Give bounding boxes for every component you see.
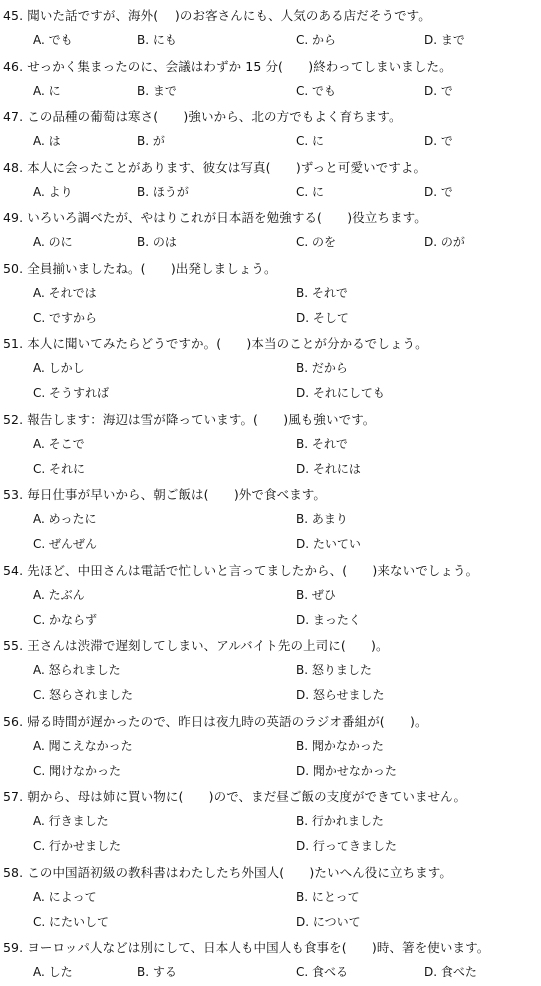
question-item xyxy=(0,256,541,332)
answer-option-c: C. 食べる xyxy=(296,965,349,979)
answer-option-b: B. のは xyxy=(137,235,177,249)
answer-option-d: D. で xyxy=(424,184,453,199)
answer-option-a: A. によって xyxy=(33,889,97,904)
answer-option-b: B. 聞かなかった xyxy=(296,738,384,753)
options-row xyxy=(0,583,541,608)
answer-option-c: C. 聞けなかった xyxy=(33,763,122,778)
answer-option-d: D. 聞かせなかった xyxy=(296,763,397,778)
question-item xyxy=(0,54,541,105)
answer-option-d: D. 怒らせました xyxy=(296,688,385,702)
answer-option-b: B. あまり xyxy=(296,512,348,526)
answer-option-c: C. ですから xyxy=(33,310,98,325)
answer-option-a: A. しかし xyxy=(33,361,85,375)
answer-option-c: C. 怒らされました xyxy=(33,688,134,702)
answer-option-a: A. に xyxy=(33,83,61,98)
answer-option-c: C. のを xyxy=(296,235,337,249)
question-item xyxy=(0,104,541,155)
answer-option-b: B. ぜひ xyxy=(296,587,336,602)
question-stem: 50. 全員揃いましたね。( )出発しましょう。 xyxy=(3,260,277,276)
options-row xyxy=(0,281,541,306)
answer-option-a: A. 行きました xyxy=(33,814,109,828)
options-row xyxy=(0,910,541,935)
question-item xyxy=(0,331,541,407)
answer-option-b: B. する xyxy=(137,965,177,979)
answer-option-c: C. に xyxy=(296,134,325,148)
question-item xyxy=(0,3,541,54)
question-stem: 55. 王さんは渋滞で遅刻してしまい、アルバイト先の上司に( )。 xyxy=(3,638,389,653)
question-stem: 47. この品種の葡萄は寒さ( )強いから、北の方でもよく育ちます。 xyxy=(3,109,402,124)
answer-option-b: B. 行かれました xyxy=(296,814,384,828)
answer-option-d: D. について xyxy=(296,914,361,929)
answer-option-a: A. めったに xyxy=(33,512,97,526)
question-item xyxy=(0,633,541,709)
options-row xyxy=(0,834,541,859)
answer-option-d: D. そして xyxy=(296,310,349,325)
answer-option-d: D. たいてい xyxy=(296,537,361,551)
question-stem: 53. 毎日仕事が早いから、朝ご飯は( )外で食べます。 xyxy=(3,487,327,502)
options-row xyxy=(0,28,541,53)
answer-option-a: A. たぶん xyxy=(33,587,85,602)
answer-option-c: C. から xyxy=(296,33,337,47)
options-row xyxy=(0,381,541,406)
options-row xyxy=(0,734,541,759)
answer-option-c: C. ぜんぜん xyxy=(33,537,98,551)
answer-option-c: C. に xyxy=(296,184,325,199)
options-row xyxy=(0,230,541,255)
answer-option-a: A. そこで xyxy=(33,436,85,451)
answer-option-c: C. でも xyxy=(296,83,337,98)
options-row xyxy=(0,885,541,910)
options-row xyxy=(0,608,541,633)
options-row xyxy=(0,306,541,331)
options-row xyxy=(0,532,541,557)
answer-option-b: B. にとって xyxy=(296,889,360,904)
answer-option-a: A. のに xyxy=(33,235,73,249)
options-row xyxy=(0,759,541,784)
answer-option-c: C. それに xyxy=(33,461,86,476)
options-row xyxy=(0,180,541,205)
answer-option-d: D. 行ってきました xyxy=(296,839,397,853)
answer-option-a: A. 怒られました xyxy=(33,663,121,677)
options-row xyxy=(0,129,541,154)
answer-option-d: D. のが xyxy=(424,235,465,249)
question-stem: 52. 報告します：海辺は雪が降っています。( )風も強いです。 xyxy=(3,411,376,427)
options-row xyxy=(0,507,541,532)
options-row xyxy=(0,457,541,482)
answer-option-a: A. は xyxy=(33,134,61,148)
answer-option-b: B. 怒りました xyxy=(296,663,372,677)
answer-option-d: D. で xyxy=(424,83,453,98)
answer-option-d: D. 食べた xyxy=(424,965,477,979)
options-row xyxy=(0,683,541,708)
options-row xyxy=(0,79,541,104)
answer-option-a: A. でも xyxy=(33,33,73,47)
answer-option-b: B. ほうが xyxy=(137,184,189,199)
question-item xyxy=(0,709,541,785)
answer-option-c: C. そうすれば xyxy=(33,386,110,400)
answer-option-a: A. 聞こえなかった xyxy=(33,738,133,753)
question-stem: 48. 本人に会ったことがあります、彼女は写真( )ずっと可愛いですよ。 xyxy=(3,159,427,175)
question-item xyxy=(0,155,541,206)
answer-option-b: B. それで xyxy=(296,436,348,451)
options-row xyxy=(0,809,541,834)
answer-option-a: A. それでは xyxy=(33,285,97,300)
answer-option-d: D. まったく xyxy=(296,612,361,627)
answer-option-d: D. まで xyxy=(424,33,465,47)
question-item xyxy=(0,205,541,256)
answer-option-b: B. が xyxy=(137,134,165,148)
question-item xyxy=(0,407,541,483)
answer-option-d: D. で xyxy=(424,134,453,148)
question-item xyxy=(0,558,541,634)
answer-option-c: C. にたいして xyxy=(33,914,110,929)
answer-option-a: A. した xyxy=(33,965,73,979)
answer-option-b: B. まで xyxy=(137,83,177,98)
options-row xyxy=(0,432,541,457)
answer-option-c: C. 行かせました xyxy=(33,839,122,853)
answer-option-b: B. だから xyxy=(296,361,348,375)
answer-option-c: C. かならず xyxy=(33,612,98,627)
question-stem: 45. 聞いた話ですが、海外( )のお客さんにも、人気のある店だそうです。 xyxy=(3,8,431,23)
question-stem: 58. この中国語初級の教科書はわたしたち外国人( )たいへん役に立ちます。 xyxy=(3,864,453,880)
question-stem: 49. いろいろ調べたが、やはりこれが日本語を勉強する( )役立ちます。 xyxy=(3,210,427,225)
question-stem: 57. 朝から、母は姉に買い物に( )ので、まだ昼ご飯の支度ができていません。 xyxy=(3,789,467,804)
answer-option-b: B. にも xyxy=(137,33,177,47)
answer-option-d: D. それには xyxy=(296,461,361,476)
answer-option-d: D. それにしても xyxy=(296,386,385,400)
question-stem: 46. せっかく集まったのに、会議はわずか 15 分( )終わってしまいました。 xyxy=(3,58,452,74)
options-row xyxy=(0,960,541,985)
answer-option-b: B. それで xyxy=(296,285,348,300)
answer-option-a: A. より xyxy=(33,184,73,199)
question-item xyxy=(0,482,541,558)
question-item xyxy=(0,784,541,860)
options-row xyxy=(0,356,541,381)
question-stem: 56. 帰る時間が遅かったので、昨日は夜九時の英語のラジオ番組が( )。 xyxy=(3,713,428,729)
question-stem: 59. ヨーロッパ人などは別にして、日本人も中国人も食事を( )時、箸を使います。 xyxy=(3,940,490,955)
options-row xyxy=(0,658,541,683)
question-item xyxy=(0,935,541,986)
question-stem: 54. 先ほど、中田さんは電話で忙しいと言ってましたから、( )来ないでしょう。 xyxy=(3,562,479,578)
exam-question-list xyxy=(0,3,541,986)
question-stem: 51. 本人に聞いてみたらどうですか。( )本当のことが分かるでしょう。 xyxy=(3,336,428,351)
